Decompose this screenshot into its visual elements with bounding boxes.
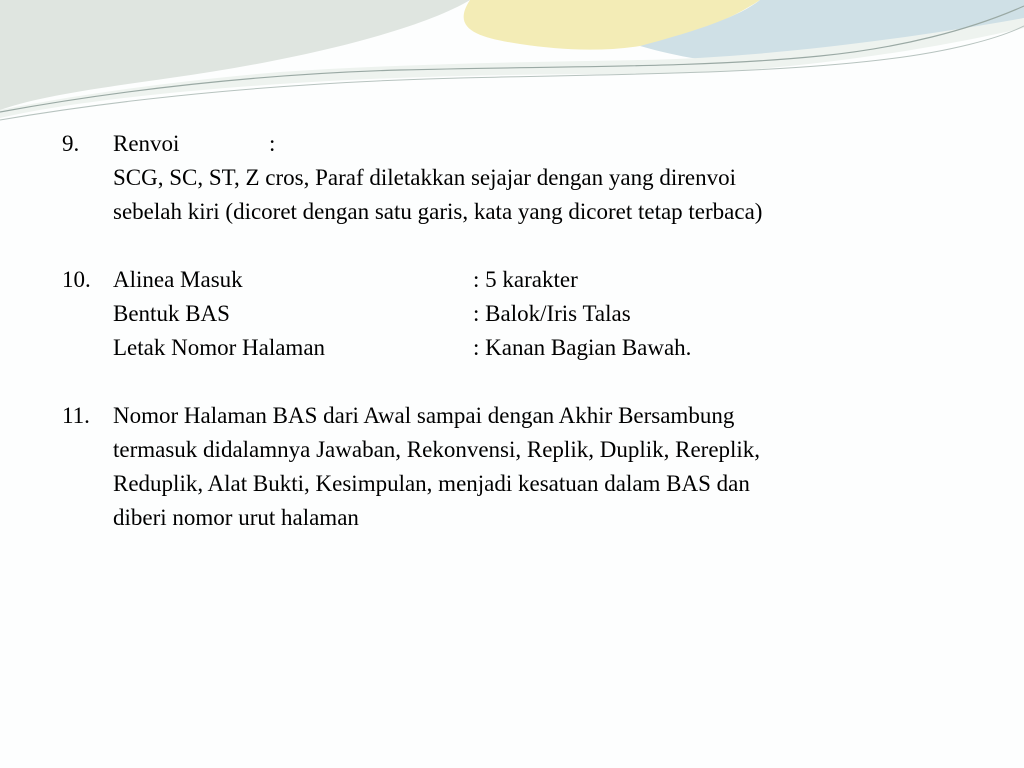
kv-row xyxy=(113,297,992,331)
kv-row xyxy=(113,331,992,365)
wave-gray-band xyxy=(0,0,470,110)
item-text-line: Reduplik, Alat Bukti, Kesimpulan, menjadi kesatuan dalam BAS dan xyxy=(113,471,750,496)
kv-key: Letak Nomor Halaman xyxy=(113,335,326,360)
list-item-11 xyxy=(62,399,992,535)
item-text-line: diberi nomor urut halaman xyxy=(113,505,359,530)
item-text-line: termasuk didalamnya Jawaban, Rekonvensi, Replik, Duplik, Rereplik, xyxy=(113,437,761,462)
item-number: 10. xyxy=(62,267,91,292)
list-item-10 xyxy=(62,263,992,365)
item-text-line: Nomor Halaman BAS dari Awal sampai dengan Akhir Bersambung xyxy=(113,403,735,428)
kv-key: Alinea Masuk xyxy=(113,267,243,292)
kv-row xyxy=(113,263,992,297)
list-item-9 xyxy=(62,127,992,229)
kv-value: : Balok/Iris Talas xyxy=(473,301,631,326)
item-number: 11. xyxy=(62,403,90,428)
spacer xyxy=(62,229,992,263)
renvoi-label: Renvoi xyxy=(113,131,180,156)
kv-key: Bentuk BAS xyxy=(113,301,230,326)
item-text-line: sebelah kiri (dicoret dengan satu garis, kata yang dicoret tetap terbaca) xyxy=(113,199,763,224)
decorative-wave-header xyxy=(0,0,1024,130)
item-text-line: SCG, SC, ST, Z cros, Paraf diletakkan sejajar dengan yang direnvoi xyxy=(113,165,736,190)
content-list xyxy=(62,127,992,535)
kv-value: : Kanan Bagian Bawah. xyxy=(473,335,692,360)
renvoi-row xyxy=(113,127,992,161)
spacer xyxy=(62,365,992,399)
item-number: 9. xyxy=(62,131,80,156)
kv-value: : 5 karakter xyxy=(473,267,578,292)
renvoi-colon: : xyxy=(269,131,276,156)
